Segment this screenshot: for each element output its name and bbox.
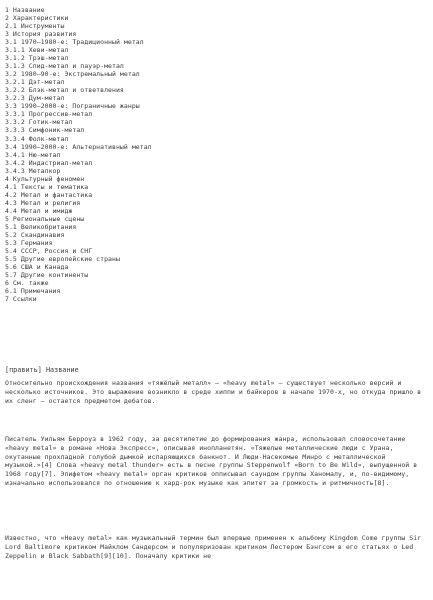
toc-item[interactable]: 3.4 1990–2000-е: Альтернативный метал bbox=[5, 142, 152, 151]
toc-item[interactable]: 3.3.4 Фолк-метал bbox=[5, 134, 69, 143]
toc-item[interactable]: 3.3.2 Готик-метал bbox=[5, 118, 73, 127]
toc-item[interactable]: 5.4 СССР, Россия и СНГ bbox=[5, 246, 93, 255]
toc-item[interactable]: 3.4.3 Металкор bbox=[5, 166, 61, 175]
toc-item[interactable]: 5.6 США и Канада bbox=[5, 263, 69, 271]
toc-item[interactable]: 5.5 Другие европейские страны bbox=[5, 254, 120, 263]
toc-item[interactable]: 3.1 1970–1980-е: Традиционный метал bbox=[5, 38, 144, 47]
toc-item[interactable]: 3.1.3 Спид-метал и пауэр-метал bbox=[5, 62, 124, 71]
toc-item[interactable]: 3.4.1 Ню-метал bbox=[5, 150, 61, 159]
toc-item[interactable]: 4 Культурный феномен bbox=[5, 174, 85, 183]
toc-item[interactable]: 5 Региональные сцены bbox=[5, 214, 85, 223]
paragraph-term-usage: Известно, что «Heavy metal» как музыкальный термин был впервые применен к альбому Kingdom Come группы Sir Lord Baltimore критиком Майклом Сандерсом и популяризован критиком Лестером Бэнгсом в его статьях о Led Zeppelin и Black Sabbath[9][10]. Поначалу критики не bbox=[5, 534, 422, 560]
toc-item[interactable]: 6.1 Примечания bbox=[5, 287, 61, 296]
toc-item[interactable]: 1 Название bbox=[5, 6, 45, 14]
toc-item[interactable]: 2 Характеристики bbox=[5, 14, 69, 23]
toc-item[interactable]: 7 Ссылки bbox=[5, 295, 37, 304]
toc-item[interactable]: 3.1.1 Хеви-метал bbox=[5, 46, 69, 55]
toc-item[interactable]: 5.1 Великобритания bbox=[5, 222, 77, 231]
toc-item[interactable]: 3.2 1980–90-е: Экстремальный метал bbox=[5, 70, 140, 79]
toc-item[interactable]: 3.4.2 Индастриал-метал bbox=[5, 158, 93, 167]
toc-item[interactable]: 6 См. также bbox=[5, 279, 49, 288]
toc-item[interactable]: 3.3.1 Прогрессив-метал bbox=[5, 110, 93, 119]
toc-item[interactable]: 3.2.3 Дум-метал bbox=[5, 94, 65, 103]
paragraph-name-origin: Относительно происхождения названия «тяжёлый металл» — «heavy metal» — существует несколько версий и несколько источников. Это выражение возникло в среде хиппи и байкеров в начале 1970-х, но откуда пришло в их сленг — остается предметом дебатов. bbox=[5, 379, 422, 405]
table-of-contents bbox=[5, 6, 152, 303]
toc-item[interactable]: 2.1 Инструменты bbox=[5, 22, 65, 31]
toc-item[interactable]: 5.2 Скандинавия bbox=[5, 230, 65, 239]
paragraph-burroughs: Писатель Уильям Берроуз в 1962 году, за десятилетие до формирования жанра, использовал словосочетание «heavy metal» в романе «Нова Экспресс», описывая инопланетян. «Тяжелые металлические люди с Урана, окутанные прохладной голубой дымкой испаряющихся банкнот. И Люди-Насекомые Минро с металлической музыкой.»[4] Слова «heavy metal thunder» есть в песне группы Steppenwolf «Born to Be Wild», выпущенной в 1968 году[7]. Эпифетом «heavy metal» орган критиков опписывал саундом группы Ханомалу, и, по-видимому, изначально использовался по отношению к хард-рок музыке как эпитет за громкость и ритмичность[8]. bbox=[5, 435, 418, 487]
toc-item[interactable]: 4.3 Метал и религия bbox=[5, 198, 81, 207]
toc-item[interactable]: 5.3 Германия bbox=[5, 238, 53, 247]
toc-item[interactable]: 3.2.1 Дэт-метал bbox=[5, 78, 65, 87]
section-title: Название bbox=[45, 366, 79, 374]
toc-item[interactable]: 4.1 Тексты и тематика bbox=[5, 182, 89, 191]
toc-item[interactable]: 4.4 Метал и имидж bbox=[5, 206, 73, 215]
toc-item[interactable]: 3.3 1990–2000-е: Пограничные жанры bbox=[5, 102, 140, 111]
toc-item[interactable]: 3.2.2 Блэк-метал и ответвления bbox=[5, 86, 124, 95]
toc-item[interactable]: 3.1.2 Трэш-метал bbox=[5, 54, 69, 63]
toc-item[interactable]: 3.3.3 Симфоник-метал bbox=[5, 126, 85, 135]
edit-section-link[interactable]: [править] bbox=[5, 366, 42, 374]
toc-item[interactable]: 3 История развития bbox=[5, 30, 77, 39]
toc-item[interactable]: 5.7 Другие континенты bbox=[5, 271, 89, 280]
section-heading bbox=[5, 366, 79, 375]
toc-item[interactable]: 4.2 Метал и фантастика bbox=[5, 190, 93, 199]
